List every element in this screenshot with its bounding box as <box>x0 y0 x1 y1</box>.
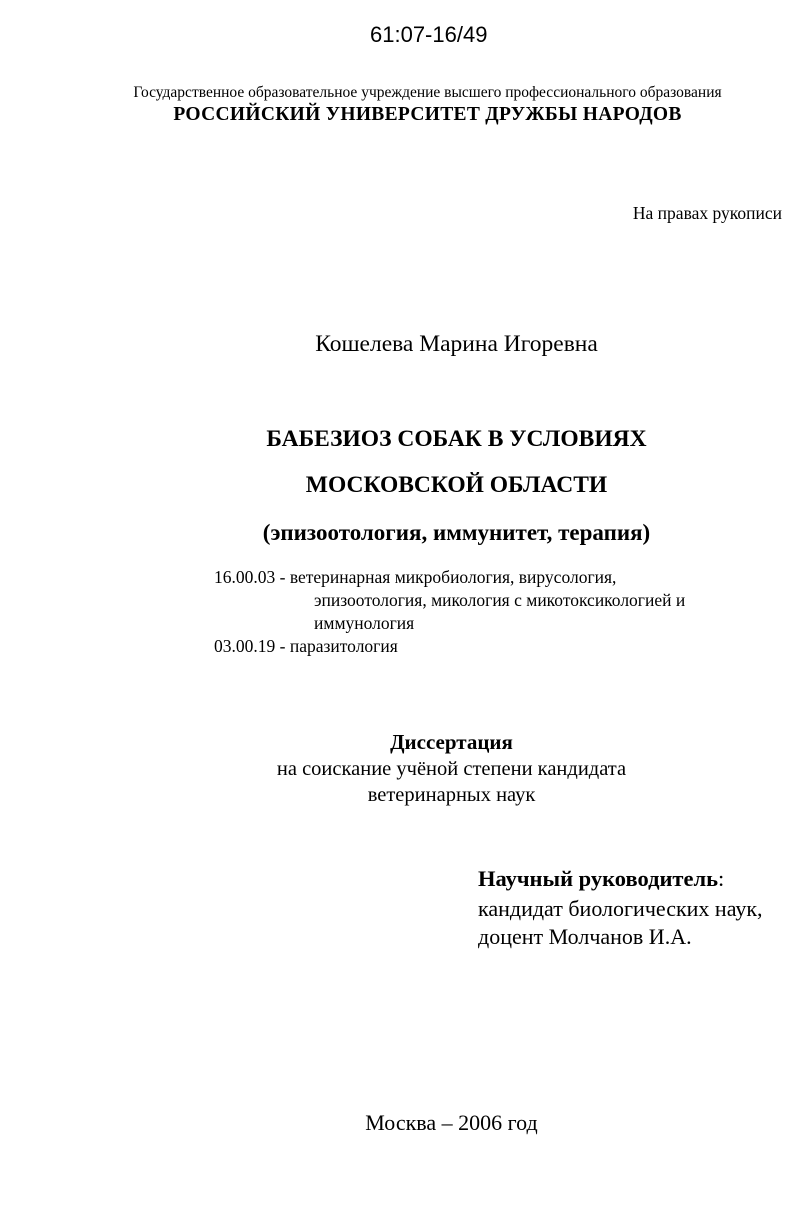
supervisor-degree: кандидат биологических наук, <box>478 896 763 921</box>
dissertation-degree-line: на соискание учёной степени кандидата <box>276 758 627 780</box>
title-line-2: МОСКОВСКОЙ ОБЛАСТИ <box>305 472 608 498</box>
specialty-1: 16.00.03 - ветеринарная микробиология, вирусология, <box>214 567 617 587</box>
university-name: РОССИЙСКИЙ УНИВЕРСИТЕТ ДРУЖБЫ НАРОДОВ <box>173 104 682 125</box>
place-year: Москва – 2006 год <box>365 1110 538 1135</box>
dissertation-field-line: ветеринарных наук <box>367 784 536 806</box>
specialty-2: 03.00.19 - паразитология <box>214 636 398 656</box>
institution-line: Государственное образовательное учреждение высшего профессионального образования <box>133 84 722 101</box>
specialty-1-continuation-2: иммунология <box>314 613 415 633</box>
supervisor-heading <box>478 866 724 892</box>
supervisor-name: доцент Молчанов И.А. <box>478 924 692 949</box>
dissertation-heading: Диссертация <box>390 730 513 754</box>
author-name: Кошелева Марина Игоревна <box>315 331 598 357</box>
supervisor-heading-colon: : <box>718 866 725 891</box>
title-subtitle: (эпизоотология, иммунитет, терапия) <box>262 520 651 545</box>
title-line-1: БАБЕЗИОЗ СОБАК В УСЛОВИЯХ <box>266 426 647 452</box>
archive-code: 61:07-16/49 <box>370 22 488 47</box>
specialty-1-continuation: эпизоотология, микология с микотоксикологией и <box>314 590 686 610</box>
rights-note: На правах рукописи <box>632 203 782 223</box>
supervisor-heading-label: Научный руководитель <box>478 866 718 891</box>
